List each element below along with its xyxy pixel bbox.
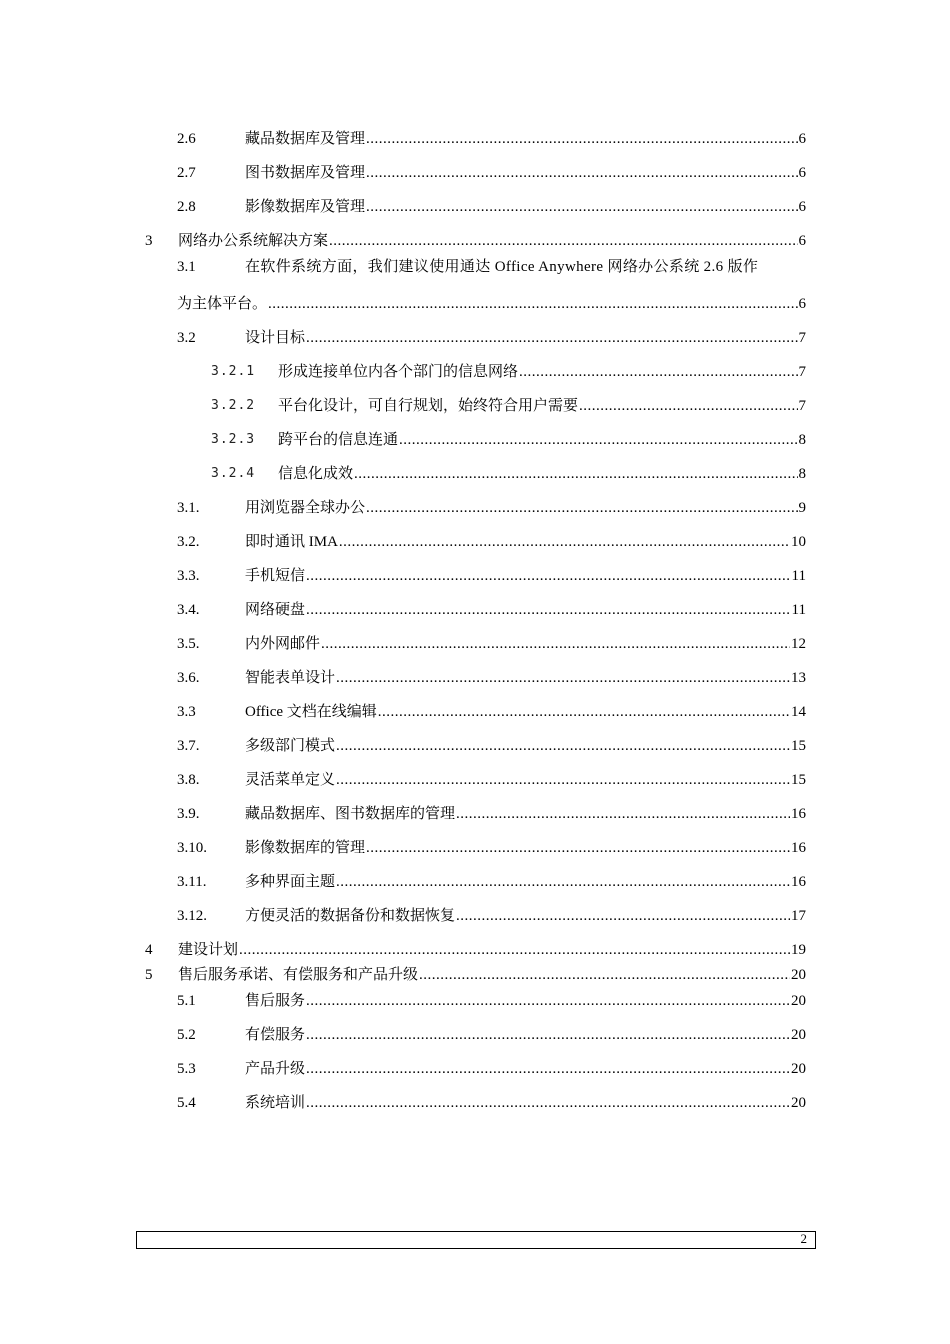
toc-leader — [419, 965, 790, 985]
toc-number: 3.2 — [177, 330, 196, 346]
toc-number: 4 — [145, 942, 153, 958]
toc-leader — [321, 634, 790, 654]
toc-page-number: 7 — [798, 330, 806, 346]
toc-entry-3-10-dot[interactable] — [177, 836, 806, 858]
toc-title: 平台化设计，可自行规划，始终符合用户需要 — [278, 398, 579, 414]
toc-leader — [306, 1093, 790, 1113]
toc-title: 售后服务承诺、有偿服务和产品升级 — [178, 967, 419, 983]
toc-leader — [366, 498, 797, 518]
toc-entry-2-8[interactable] — [177, 195, 806, 217]
toc-page-number: 14 — [791, 704, 806, 720]
toc-number: 3.10. — [177, 840, 207, 856]
toc-page-number: 16 — [791, 874, 806, 890]
toc-entry-3-8-dot[interactable] — [177, 768, 806, 790]
toc-title: 多级部门模式 — [245, 738, 336, 754]
toc-page-number: 11 — [791, 602, 806, 618]
toc-entry-3-2-dot[interactable] — [177, 530, 806, 552]
toc-title: 影像数据库及管理 — [245, 199, 366, 215]
toc-title: 网络办公系统解决方案 — [178, 233, 329, 249]
footer-page-number: 2 — [800, 1231, 807, 1246]
toc-page-number: 6 — [798, 131, 806, 147]
toc-title: 方便灵活的数据备份和数据恢复 — [245, 908, 456, 924]
toc-number: 3 — [145, 233, 153, 249]
toc-page-number: 20 — [791, 1027, 806, 1043]
toc-title: 在软件系统方面，我们建议使用通达 Office Anywhere 网络办公系统 2.6 版作 — [245, 259, 759, 275]
toc-entry-2-6[interactable] — [177, 127, 806, 149]
toc-page-number: 16 — [791, 840, 806, 856]
toc-leader — [306, 1059, 790, 1079]
toc-entry-3-6-dot[interactable] — [177, 666, 806, 688]
toc-leader — [329, 231, 797, 251]
toc-number: 3.12. — [177, 908, 207, 924]
toc-entry-3-2-4[interactable] — [211, 462, 806, 484]
toc-leader — [336, 736, 790, 756]
toc-page-number: 6 — [798, 296, 806, 312]
toc-entry-4[interactable] — [145, 938, 806, 960]
toc-entry-3-4-dot[interactable] — [177, 598, 806, 620]
toc-number: 3.1. — [177, 500, 200, 516]
toc-title: 藏品数据库、图书数据库的管理 — [245, 806, 456, 822]
toc-entry-3-9-dot[interactable] — [177, 802, 806, 824]
toc-page-number: 20 — [791, 1061, 806, 1077]
toc-number: 5.1 — [177, 993, 196, 1009]
toc-leader — [354, 464, 797, 484]
toc-number: 3.4. — [177, 602, 200, 618]
toc-number: 3.2.3 — [211, 432, 256, 447]
toc-leader — [378, 702, 790, 722]
toc-leader — [339, 532, 790, 552]
toc-entry-3-11-dot[interactable] — [177, 870, 806, 892]
toc-page-number: 6 — [798, 233, 806, 249]
toc-number: 3.8. — [177, 772, 200, 788]
toc-leader — [366, 129, 797, 149]
toc-number: 3.9. — [177, 806, 200, 822]
toc-title: 售后服务 — [245, 993, 306, 1009]
toc-page-number: 16 — [791, 806, 806, 822]
toc-page-number: 12 — [791, 636, 806, 652]
toc-entry-3-2[interactable] — [177, 326, 806, 348]
toc-number: 3.6. — [177, 670, 200, 686]
toc-page-number: 10 — [791, 534, 806, 550]
toc-number: 5 — [145, 967, 153, 983]
toc-entry-3-3-dot[interactable] — [177, 564, 806, 586]
toc-title: 系统培训 — [245, 1095, 306, 1111]
toc-page-number: 6 — [798, 165, 806, 181]
toc-leader — [456, 906, 790, 926]
toc-page-number: 9 — [798, 500, 806, 516]
toc-leader — [306, 1025, 790, 1045]
toc-number: 3.1 — [177, 259, 196, 275]
toc-number: 3.7. — [177, 738, 200, 754]
toc-page-number: 15 — [791, 772, 806, 788]
toc-page-number: 7 — [798, 364, 806, 380]
toc-title: 多种界面主题 — [245, 874, 336, 890]
toc-entry-3-7-dot[interactable] — [177, 734, 806, 756]
toc-leader — [306, 991, 790, 1011]
toc-title: 跨平台的信息连通 — [278, 432, 399, 448]
toc-title: 即时通讯 IMA — [245, 534, 338, 550]
toc-number: 3.5. — [177, 636, 200, 652]
toc-leader — [306, 600, 791, 620]
toc-page-number: 7 — [798, 398, 806, 414]
toc-page-number: 15 — [791, 738, 806, 754]
toc-entry-3-12-dot[interactable] — [177, 904, 806, 926]
toc-entry-5-2[interactable] — [177, 1023, 806, 1045]
toc-title: 图书数据库及管理 — [245, 165, 366, 181]
toc-title: 影像数据库的管理 — [245, 840, 366, 856]
toc-title: 信息化成效 — [278, 466, 354, 482]
toc-title: 网络硬盘 — [245, 602, 306, 618]
toc-page-number: 13 — [791, 670, 806, 686]
toc-entry-3-1[interactable] — [177, 255, 806, 277]
toc-entry-2-7[interactable] — [177, 161, 806, 183]
toc-title: 产品升级 — [245, 1061, 306, 1077]
toc-leader — [366, 163, 797, 183]
toc-entry-3-3[interactable] — [177, 700, 806, 722]
toc-leader — [579, 396, 797, 416]
toc-title: 形成连接单位内各个部门的信息网络 — [278, 364, 519, 380]
toc-number: 2.6 — [177, 131, 196, 147]
toc-page-number: 19 — [791, 942, 806, 958]
toc-page-number: 20 — [791, 1095, 806, 1111]
toc-number: 3.2.4 — [211, 466, 256, 481]
toc-title: 藏品数据库及管理 — [245, 131, 366, 147]
toc-number: 5.3 — [177, 1061, 196, 1077]
toc-number: 2.7 — [177, 165, 196, 181]
toc-title: 有偿服务 — [245, 1027, 306, 1043]
toc-title: 内外网邮件 — [245, 636, 321, 652]
toc-title: 灵活菜单定义 — [245, 772, 336, 788]
toc-leader — [306, 328, 797, 348]
toc-page-number: 11 — [791, 568, 806, 584]
toc-leader — [306, 566, 791, 586]
toc-leader — [399, 430, 797, 450]
toc-entry-5-4[interactable] — [177, 1091, 806, 1113]
toc-title: Office 文档在线编辑 — [245, 704, 377, 720]
toc-leader — [336, 770, 790, 790]
toc-leader — [456, 804, 790, 824]
toc-page-number: 8 — [798, 466, 806, 482]
toc-number: 3.2.2 — [211, 398, 256, 413]
toc-number: 5.2 — [177, 1027, 196, 1043]
toc-entry-3-2-2[interactable] — [211, 394, 806, 416]
toc-entry-3-2-3[interactable] — [211, 428, 806, 450]
toc-page-number: 6 — [798, 199, 806, 215]
toc-title: 用浏览器全球办公 — [245, 500, 366, 516]
toc-leader — [336, 872, 790, 892]
toc-entry-5-1[interactable] — [177, 989, 806, 1011]
toc-leader — [519, 362, 797, 382]
toc-number: 5.4 — [177, 1095, 196, 1111]
page-footer — [136, 1231, 816, 1249]
toc-leader — [366, 838, 790, 858]
toc-number: 3.11. — [177, 874, 207, 890]
toc-number: 3.2.1 — [211, 364, 256, 379]
toc-number: 3.2. — [177, 534, 200, 550]
toc-number: 3.3. — [177, 568, 200, 584]
toc-entry-3-1-continued[interactable] — [177, 292, 806, 314]
toc-entry-5-3[interactable] — [177, 1057, 806, 1079]
toc-title: 手机短信 — [245, 568, 306, 584]
toc-leader — [336, 668, 790, 688]
toc-title: 智能表单设计 — [245, 670, 336, 686]
toc-page-number: 20 — [791, 993, 806, 1009]
toc-page-number: 20 — [791, 967, 806, 983]
toc-page-number: 17 — [791, 908, 806, 924]
toc-page-number: 8 — [798, 432, 806, 448]
toc-entry-3[interactable] — [145, 229, 806, 251]
toc-leader — [239, 940, 790, 960]
toc-leader — [268, 294, 797, 314]
toc-leader — [366, 197, 797, 217]
toc-entry-3-1-dot[interactable] — [177, 496, 806, 518]
toc-entry-5[interactable] — [145, 963, 806, 985]
toc-entry-3-5-dot[interactable] — [177, 632, 806, 654]
toc-number: 2.8 — [177, 199, 196, 215]
toc-number: 3.3 — [177, 704, 196, 720]
toc-title: 建设计划 — [178, 942, 239, 958]
toc-title: 设计目标 — [245, 330, 306, 346]
toc-title: 为主体平台。 — [177, 296, 268, 312]
toc-entry-3-2-1[interactable] — [211, 360, 806, 382]
